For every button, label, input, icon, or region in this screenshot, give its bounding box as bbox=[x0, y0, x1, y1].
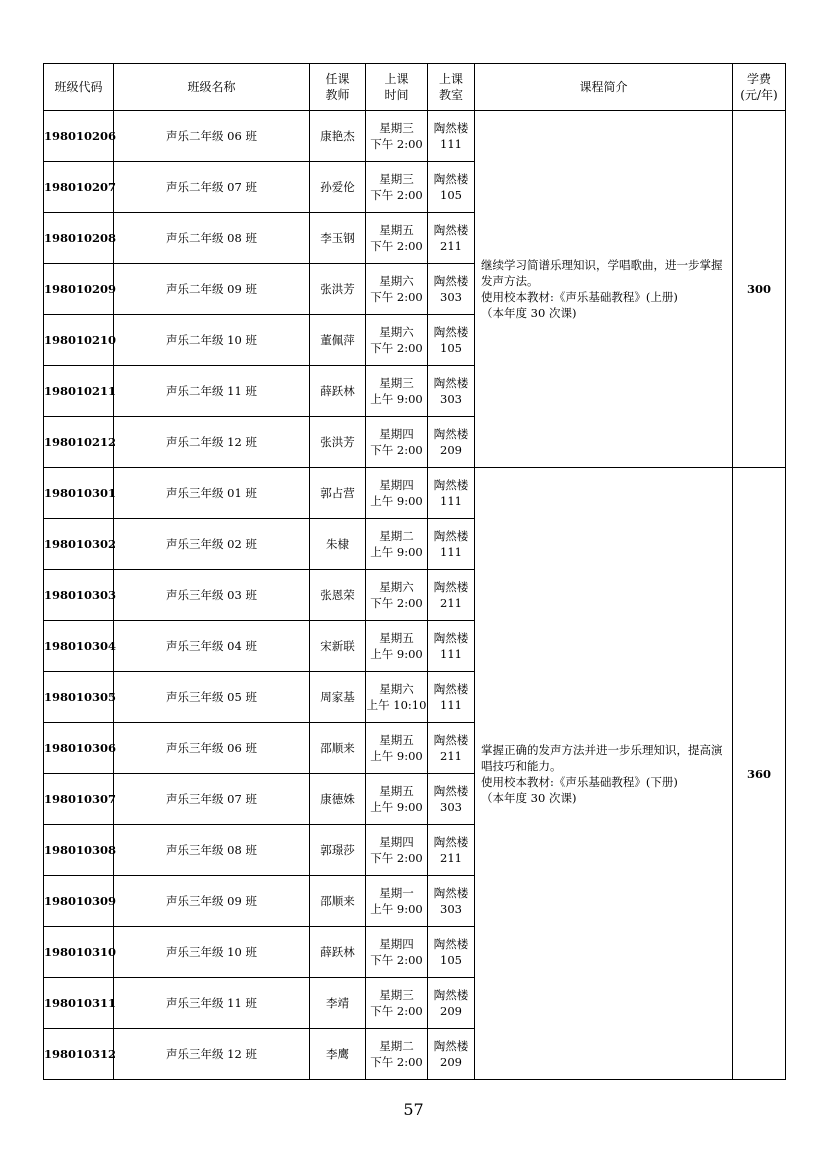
teacher-name: 邵顺来 bbox=[310, 723, 366, 774]
description-line: （本年度 30 次课) bbox=[481, 790, 577, 805]
class-time: 星期四 下午 2:00 bbox=[366, 825, 428, 876]
teacher-name: 李玉钢 bbox=[310, 213, 366, 264]
class-name: 声乐三年级 02 班 bbox=[114, 519, 310, 570]
class-room: 陶然楼 111 bbox=[428, 111, 475, 162]
class-room: 陶然楼 211 bbox=[428, 213, 475, 264]
class-name: 声乐三年级 10 班 bbox=[114, 927, 310, 978]
class-code: 198010309 bbox=[44, 876, 114, 927]
class-time: 星期四 上午 9:00 bbox=[366, 468, 428, 519]
class-room: 陶然楼 303 bbox=[428, 264, 475, 315]
description-line: 使用校本教材:《声乐基础教程》(下册) bbox=[481, 774, 678, 789]
class-room: 陶然楼 111 bbox=[428, 621, 475, 672]
teacher-name: 李鹰 bbox=[310, 1029, 366, 1080]
header-room: 上课 教室 bbox=[428, 64, 475, 111]
class-room: 陶然楼 105 bbox=[428, 927, 475, 978]
class-name: 声乐三年级 04 班 bbox=[114, 621, 310, 672]
class-code: 198010311 bbox=[44, 978, 114, 1029]
class-name: 声乐二年级 12 班 bbox=[114, 417, 310, 468]
table-header-row bbox=[44, 64, 786, 111]
class-room: 陶然楼 105 bbox=[428, 162, 475, 213]
teacher-name: 张洪芳 bbox=[310, 264, 366, 315]
class-code: 198010210 bbox=[44, 315, 114, 366]
course-description bbox=[475, 468, 733, 1080]
class-time: 星期四 下午 2:00 bbox=[366, 927, 428, 978]
class-time: 星期六 下午 2:00 bbox=[366, 570, 428, 621]
teacher-name: 董佩萍 bbox=[310, 315, 366, 366]
teacher-name: 薛跃林 bbox=[310, 927, 366, 978]
class-time: 星期三 下午 2:00 bbox=[366, 111, 428, 162]
description-line: 使用校本教材:《声乐基础教程》(上册) bbox=[481, 290, 678, 304]
class-name: 声乐三年级 05 班 bbox=[114, 672, 310, 723]
class-code: 198010310 bbox=[44, 927, 114, 978]
teacher-name: 康艳杰 bbox=[310, 111, 366, 162]
class-name: 声乐三年级 03 班 bbox=[114, 570, 310, 621]
class-name: 声乐三年级 09 班 bbox=[114, 876, 310, 927]
teacher-name: 薛跃林 bbox=[310, 366, 366, 417]
class-code: 198010206 bbox=[44, 111, 114, 162]
description-line: 继续学习简谱乐理知识，学唱歌曲，进一步掌握发声方法。 bbox=[481, 258, 723, 288]
class-name: 声乐三年级 01 班 bbox=[114, 468, 310, 519]
class-room: 陶然楼 111 bbox=[428, 672, 475, 723]
class-code: 198010302 bbox=[44, 519, 114, 570]
class-name: 声乐三年级 06 班 bbox=[114, 723, 310, 774]
class-time: 星期二 上午 9:00 bbox=[366, 519, 428, 570]
class-room: 陶然楼 211 bbox=[428, 570, 475, 621]
page-number: 57 bbox=[403, 1100, 424, 1119]
class-code: 198010211 bbox=[44, 366, 114, 417]
description-line: 掌握正确的发声方法并进一步乐理知识，提高演唱技巧和能力。 bbox=[481, 742, 723, 773]
class-code: 198010312 bbox=[44, 1029, 114, 1080]
class-code: 198010301 bbox=[44, 468, 114, 519]
teacher-name: 孙爱伦 bbox=[310, 162, 366, 213]
class-name: 声乐三年级 07 班 bbox=[114, 774, 310, 825]
class-name: 声乐二年级 08 班 bbox=[114, 213, 310, 264]
class-code: 198010209 bbox=[44, 264, 114, 315]
tuition-fee: 300 bbox=[733, 111, 786, 468]
teacher-name: 郭占营 bbox=[310, 468, 366, 519]
class-room: 陶然楼 211 bbox=[428, 723, 475, 774]
course-description bbox=[475, 111, 733, 468]
course-table bbox=[43, 63, 786, 1080]
class-time: 星期五 下午 2:00 bbox=[366, 213, 428, 264]
header-description: 课程简介 bbox=[475, 64, 733, 111]
teacher-name: 朱棣 bbox=[310, 519, 366, 570]
description-line: （本年度 30 次课) bbox=[481, 306, 577, 320]
class-name: 声乐二年级 10 班 bbox=[114, 315, 310, 366]
teacher-name: 张洪芳 bbox=[310, 417, 366, 468]
header-class-code: 班级代码 bbox=[44, 64, 114, 111]
header-time: 上课 时间 bbox=[366, 64, 428, 111]
class-code: 198010304 bbox=[44, 621, 114, 672]
class-time: 星期五 上午 9:00 bbox=[366, 723, 428, 774]
class-name: 声乐二年级 06 班 bbox=[114, 111, 310, 162]
teacher-name: 邵顺来 bbox=[310, 876, 366, 927]
class-code: 198010207 bbox=[44, 162, 114, 213]
class-time: 星期一 上午 9:00 bbox=[366, 876, 428, 927]
class-time: 星期六 下午 2:00 bbox=[366, 264, 428, 315]
class-time: 星期三 下午 2:00 bbox=[366, 978, 428, 1029]
teacher-name: 宋新联 bbox=[310, 621, 366, 672]
class-name: 声乐二年级 11 班 bbox=[114, 366, 310, 417]
class-name: 声乐二年级 09 班 bbox=[114, 264, 310, 315]
class-code: 198010308 bbox=[44, 825, 114, 876]
class-code: 198010303 bbox=[44, 570, 114, 621]
teacher-name: 李靖 bbox=[310, 978, 366, 1029]
class-code: 198010307 bbox=[44, 774, 114, 825]
table-body bbox=[44, 111, 786, 1080]
class-room: 陶然楼 303 bbox=[428, 774, 475, 825]
teacher-name: 周家基 bbox=[310, 672, 366, 723]
class-name: 声乐三年级 12 班 bbox=[114, 1029, 310, 1080]
class-time: 星期六 上午 10:10 bbox=[366, 672, 428, 723]
class-room: 陶然楼 303 bbox=[428, 876, 475, 927]
header-teacher: 任课 教师 bbox=[310, 64, 366, 111]
table-row bbox=[44, 111, 786, 162]
tuition-fee: 360 bbox=[733, 468, 786, 1080]
class-name: 声乐二年级 07 班 bbox=[114, 162, 310, 213]
class-time: 星期二 下午 2:00 bbox=[366, 1029, 428, 1080]
class-name: 声乐三年级 08 班 bbox=[114, 825, 310, 876]
class-code: 198010212 bbox=[44, 417, 114, 468]
class-room: 陶然楼 111 bbox=[428, 468, 475, 519]
class-time: 星期五 上午 9:00 bbox=[366, 774, 428, 825]
class-time: 星期六 下午 2:00 bbox=[366, 315, 428, 366]
class-code: 198010306 bbox=[44, 723, 114, 774]
class-room: 陶然楼 211 bbox=[428, 825, 475, 876]
class-room: 陶然楼 303 bbox=[428, 366, 475, 417]
class-room: 陶然楼 105 bbox=[428, 315, 475, 366]
class-time: 星期三 上午 9:00 bbox=[366, 366, 428, 417]
class-time: 星期四 下午 2:00 bbox=[366, 417, 428, 468]
class-name: 声乐三年级 11 班 bbox=[114, 978, 310, 1029]
class-code: 198010305 bbox=[44, 672, 114, 723]
class-room: 陶然楼 209 bbox=[428, 978, 475, 1029]
header-class-name: 班级名称 bbox=[114, 64, 310, 111]
class-time: 星期五 上午 9:00 bbox=[366, 621, 428, 672]
class-room: 陶然楼 209 bbox=[428, 417, 475, 468]
table-row bbox=[44, 468, 786, 519]
class-room: 陶然楼 111 bbox=[428, 519, 475, 570]
class-time: 星期三 下午 2:00 bbox=[366, 162, 428, 213]
header-fee: 学费 (元/年) bbox=[733, 64, 786, 111]
teacher-name: 康德姝 bbox=[310, 774, 366, 825]
teacher-name: 郭璟莎 bbox=[310, 825, 366, 876]
class-room: 陶然楼 209 bbox=[428, 1029, 475, 1080]
class-code: 198010208 bbox=[44, 213, 114, 264]
teacher-name: 张恩荣 bbox=[310, 570, 366, 621]
